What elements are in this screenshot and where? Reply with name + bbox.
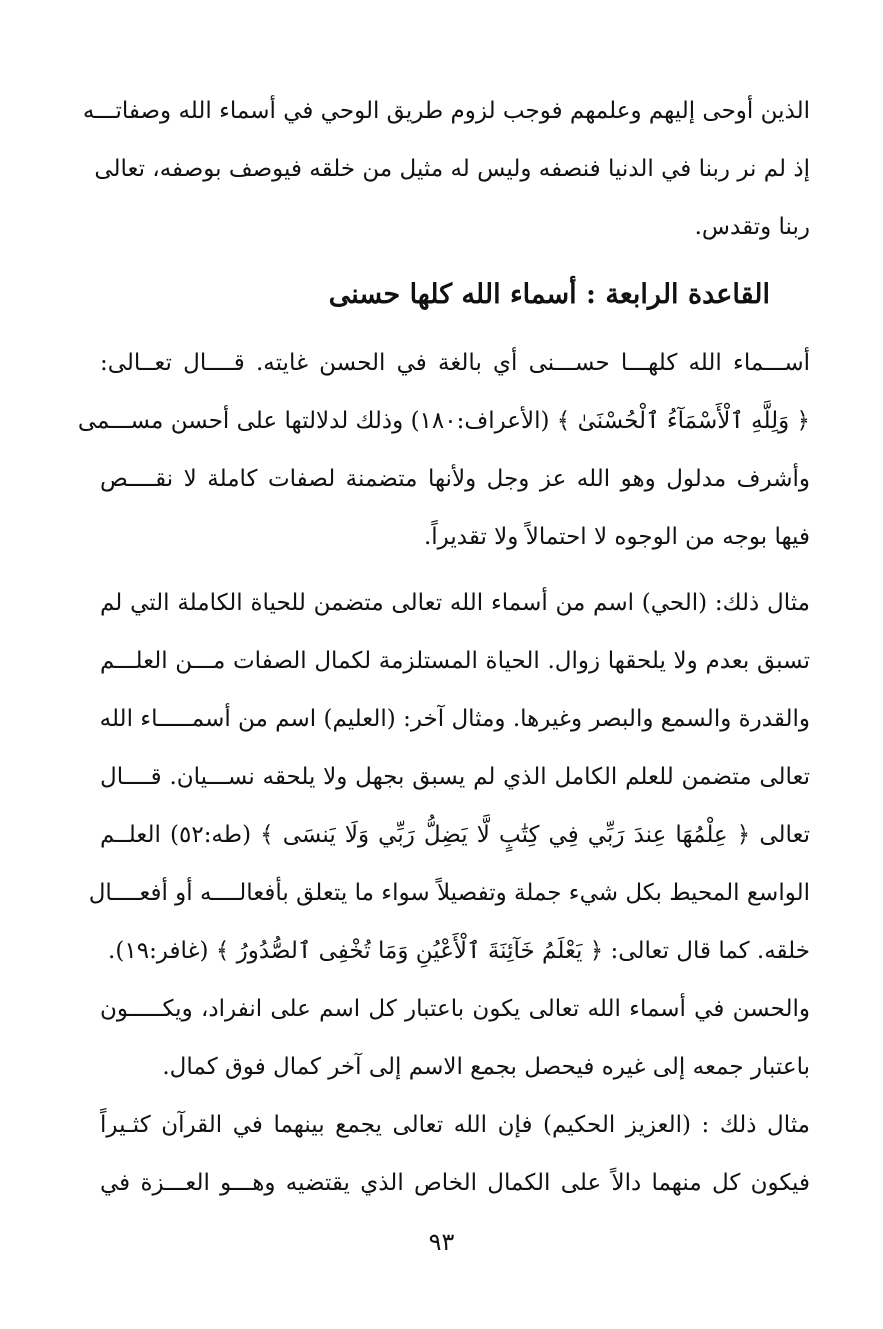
- text-line: إذ لم نر ربنا في الدنيا فنصفه وليس له مثيل من خلقه فيوصف بوصفه، تعالى: [94, 156, 810, 182]
- page-body: [77, 82, 810, 1212]
- text-line: وأشرف مدلول وهو الله عز وجل ولأنها متضمنة لصفات كاملة لا نقــــص: [100, 466, 810, 492]
- text-line: فيها بوجه من الوجوه لا احتمالاً ولا تقديراً.: [423, 524, 810, 550]
- text-line: والحسن في أسماء الله تعالى يكون باعتبار كل اسم على انفراد، ويكـــــون: [100, 996, 810, 1022]
- text-line: تعالى متضمن للعلم الكامل الذي لم يسبق بجهل ولا يلحقه نســـيان. قــــال: [100, 764, 810, 790]
- text-line: مثال ذلك: (الحي) اسم من أسماء الله تعالى متضمن للحياة الكاملة التي لم: [100, 590, 810, 616]
- text-line: أســـماء الله كلهـــا حســـنى أي بالغة في الحسن غايته. قــــال تعــالى:: [100, 350, 810, 376]
- text-line: باعتبار جمعه إلى غيره فيحصل بجمع الاسم إلى آخر كمال فوق كمال.: [162, 1054, 810, 1080]
- text-line: الواسع المحيط بكل شيء جملة وتفصيلاً سواء ما يتعلق بأفعالــــه أو أفعــــال: [88, 880, 810, 906]
- page-number: ٩٣: [428, 1228, 455, 1256]
- quran-verse-line: ﴿ وَلِلَّهِ ٱلْأَسْمَآءُ ٱلْحُسْنَىٰ ﴾ (الأعراف:١٨٠) وذلك لدلالتها على أحسن مســـمى: [77, 408, 810, 434]
- quran-verse-line: خلقه. كما قال تعالى: ﴿ يَعْلَمُ خَآئِنَةَ ٱلْأَعْيُنِ وَمَا تُخْفِى ٱلصُّدُورُ ﴾ (غافر:١٩).: [108, 938, 810, 964]
- text-line: مثال ذلك : (العزيز الحكيم) فإن الله تعالى يجمع بينهما في القرآن كثـيراً: [100, 1112, 810, 1138]
- text-line: والقدرة والسمع والبصر وغيرها. ومثال آخر: (العليم) اسم من أسمـــــاء الله: [99, 706, 810, 732]
- text-line: فيكون كل منهما دالاً على الكمال الخاص الذي يقتضيه وهـــو العـــزة في: [100, 1170, 810, 1196]
- text-line: ربنا وتقدس.: [694, 214, 810, 240]
- text-line: الذين أوحى إليهم وعلمهم فوجب لزوم طريق الوحي في أسماء الله وصفاتـــه: [82, 98, 810, 124]
- section-heading: القاعدة الرابعة : أسماء الله كلها حسنى: [328, 279, 770, 310]
- text-line: تسبق بعدم ولا يلحقها زوال. الحياة المستلزمة لكمال الصفات مـــن العلـــم: [100, 648, 810, 674]
- quran-verse-line: تعالى ﴿ عِلْمُهَا عِندَ رَبِّي فِي كِتَٰبٍ لَّا يَضِلُّ رَبِّي وَلَا يَنسَى ﴾ (طه:٥٢) العلــم: [100, 822, 810, 848]
- paragraph-gap: [100, 566, 810, 574]
